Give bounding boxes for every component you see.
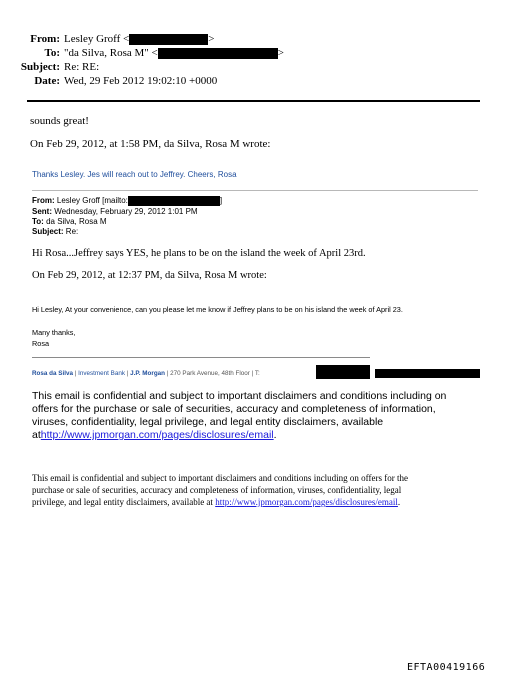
reply-text: sounds great! (30, 115, 89, 127)
inner-to-value: da Silva, Rosa M (43, 217, 107, 226)
signature-sep: | (125, 370, 131, 377)
inner-from-value: Lesley Groff [mailto: (54, 196, 128, 206)
disclosures-link[interactable]: http://www.jpmorgan.com/pages/disclosures/email (40, 429, 274, 441)
inner-from-label: From: (32, 196, 55, 206)
header-date-row (0, 75, 217, 87)
inner-sent-label: Sent: (32, 207, 52, 216)
header-to-row (0, 47, 284, 59)
rosa-reply-text: Thanks Lesley. Jes will reach out to Jeffrey. Cheers, Rosa (32, 170, 237, 179)
signature-sep: | (165, 370, 171, 377)
redaction-box (128, 196, 223, 206)
header-to-label: To: (44, 47, 60, 59)
signature-divider (32, 357, 370, 358)
redaction-box (158, 48, 278, 59)
redaction-box (375, 369, 480, 378)
header-subject-label: Subject: (20, 61, 60, 73)
inner-subject-label: Subject: (32, 227, 64, 236)
disclaimer-small-prefix: privilege, and legal entity disclaimers, available at (32, 497, 216, 507)
closing-line-2: Rosa (32, 339, 50, 348)
redaction-box (129, 34, 208, 45)
inner-divider (32, 190, 478, 191)
header-from-label: From: (30, 33, 60, 45)
inner-sent-row (32, 207, 198, 216)
signature-line (32, 370, 260, 377)
quote-line-2: On Feb 29, 2012, at 12:37 PM, da Silva, Rosa M wrote: (32, 270, 267, 281)
inner-to-row (32, 217, 107, 226)
inner-subject-row (32, 227, 78, 236)
signature-company: J.P. Morgan (130, 370, 166, 377)
signature-phone-label: | T: (249, 370, 260, 377)
inner-from-row (32, 196, 222, 206)
disclaimer-small-line-1: This email is confidential and subject to important disclaimers and conditions including on offers for the (32, 473, 409, 483)
signature-address: 270 Park Avenue, 48th Floor (170, 370, 250, 377)
signature-dept: Investment Bank (78, 370, 125, 377)
header-date-value: Wed, 29 Feb 2012 19:02:10 +0000 (64, 75, 218, 87)
disclaimer-large-line-3: viruses, confidentiality, legal privilege, and legal entity disclaimers, available (32, 416, 384, 428)
document-id: EFTA00419166 (407, 662, 486, 673)
closing-line-1: Many thanks, (32, 328, 76, 337)
header-subject-row (0, 61, 99, 73)
disclaimer-large-line-2: offers for the purchase or sale of securities, accuracy and completeness of information, (32, 403, 436, 415)
disclaimer-small-line-2: purchase or sale of securities, accuracy and completeness of information, viruses, confidentiality, legal (32, 485, 402, 495)
redaction-box (316, 365, 370, 379)
inner-sent-value: Wednesday, February 29, 2012 1:01 PM (52, 207, 198, 216)
rosa-question: Hi Lesley, At your convenience, can you please let me know if Jeffrey plans to be on his island the week of April 23. (32, 305, 403, 314)
inner-subject-value: Re: (63, 227, 79, 236)
header-date-label: Date: (34, 75, 60, 87)
disclaimer-large-suffix: . (273, 429, 277, 441)
lesley-message: Hi Rosa...Jeffrey says YES, he plans to be on the island the week of April 23rd. (32, 248, 366, 259)
signature-name: Rosa da Silva (32, 370, 73, 377)
header-from-row (0, 33, 214, 45)
disclaimer-large-line-1: This email is confidential and subject to important disclaimers and conditions including on (32, 390, 447, 402)
signature-sep: | (72, 370, 79, 377)
header-divider (27, 100, 480, 102)
disclosures-link-small[interactable]: http://www.jpmorgan.com/pages/disclosures/email (215, 497, 398, 507)
inner-to-label: To: (32, 217, 44, 226)
inner-from-end: ] (219, 196, 223, 206)
header-from-value: Lesley Groff < (64, 33, 130, 45)
disclaimer-large-line-4 (32, 429, 277, 441)
disclaimer-large-prefix: at (32, 429, 41, 441)
header-to-value: "da Silva, Rosa M" < (64, 47, 158, 59)
disclaimer-small-suffix: . (397, 497, 401, 507)
quote-line-1: On Feb 29, 2012, at 1:58 PM, da Silva, Rosa M wrote: (30, 138, 271, 150)
header-from-end: > (208, 33, 215, 45)
header-to-end: > (277, 47, 284, 59)
disclaimer-small-line-3 (32, 497, 400, 507)
header-subject-value: Re: RE: (64, 61, 100, 73)
